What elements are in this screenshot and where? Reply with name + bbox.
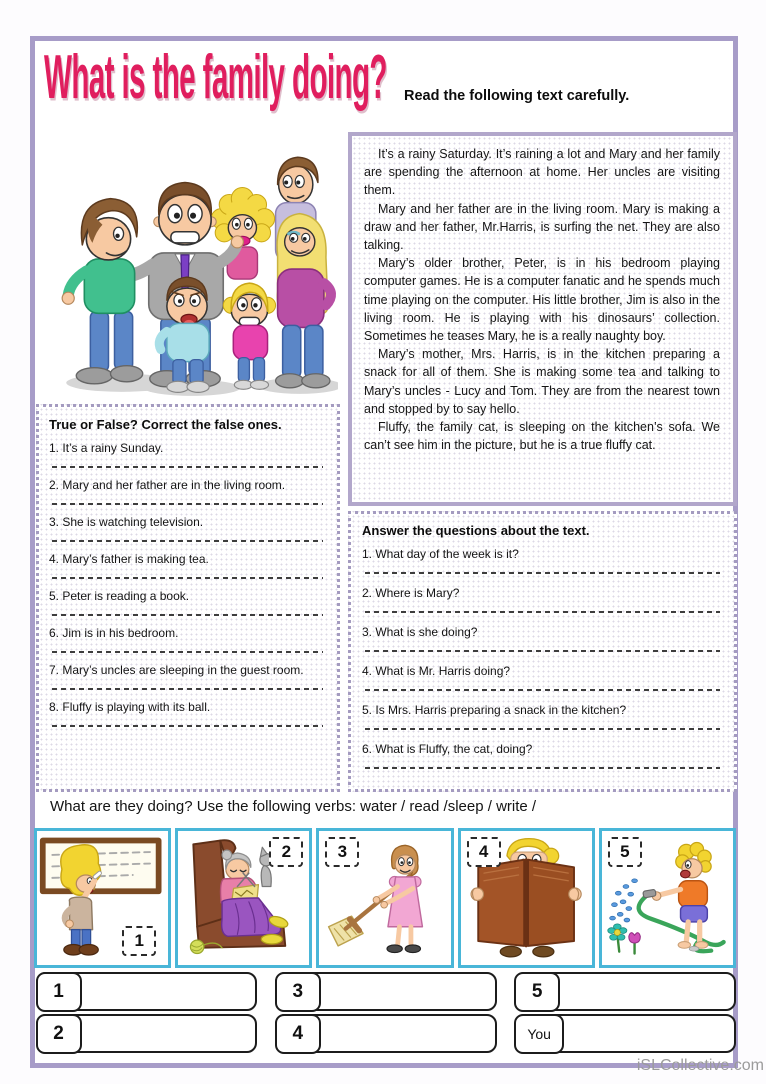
question-item: 2. Where is Mary? [362,584,723,613]
answer-line[interactable] [52,725,323,727]
questions-heading: Answer the questions about the text. [362,523,590,538]
answer-line[interactable] [365,728,720,730]
true-false-item: 7. Mary’s uncles are sleeping in the guest room. [49,661,328,690]
read-instruction: Read the following text carefully. [404,88,630,104]
answer-line[interactable] [52,503,323,505]
page-title: What is the family doing? [44,41,387,112]
answer-box-3[interactable] [275,972,496,1011]
true-false-heading: True or False? Correct the false ones. [49,417,282,432]
true-false-item: 8. Fluffy is playing with its ball. [49,698,328,727]
true-false-item: 5. Peter is reading a book. [49,587,328,616]
answer-box-label: 2 [36,1014,82,1054]
answer-line[interactable] [52,688,323,690]
true-false-item: 6. Jim is in his bedroom. [49,624,328,653]
panel-boy-watering [599,828,736,968]
question-item: 5. Is Mrs. Harris preparing a snack in the kitchen? [362,701,723,730]
question-item: 1. What day of the week is it? [362,545,723,574]
answer-boxes [36,972,736,1053]
true-false-item: 1. It’s a rainy Sunday. [49,439,328,468]
answer-line[interactable] [52,466,323,468]
true-false-item: 2. Mary and her father are in the living room. [49,476,328,505]
reading-paragraph: It’s a rainy Saturday. It’s raining a lot and Mary and her family are spending the afternoon at home. Her uncles are visiting them. [364,147,720,198]
answer-box-2[interactable] [36,1014,257,1053]
true-false-item: 4. Mary’s father is making tea. [49,550,328,579]
questions-section [348,511,737,792]
answer-box-label: 3 [275,972,321,1012]
reading-paragraph: Mary’s mother, Mrs. Harris, is in the kitchen preparing a snack for all of them. She is making some tea and talking to Mary’s uncles - Lucy and Tom. They are from the nearest town and stopped by to say hello. [364,347,720,416]
panel-number-badge: 2 [269,837,303,867]
answer-line[interactable] [52,651,323,653]
panel-boy-writing [34,828,171,968]
question-item: 3. What is she doing? [362,623,723,652]
answer-line[interactable] [52,577,323,579]
answer-box-1[interactable] [36,972,257,1011]
answer-box-label: 5 [514,972,560,1012]
answer-line[interactable] [365,611,720,613]
answer-box-label: 1 [36,972,82,1012]
answer-line[interactable] [365,572,720,574]
answer-line[interactable] [52,540,323,542]
family-illustration [36,124,338,402]
answer-box-label: 4 [275,1014,321,1054]
answer-line[interactable] [365,767,720,769]
true-false-section [36,404,340,792]
reading-paragraph: Mary and her father are in the living room. Mary is making a draw and her father, Mr.Harris, is surfing the net. They are also talking. [364,201,720,253]
answer-box-you[interactable] [515,1014,736,1053]
panel-number-badge: 4 [467,837,501,867]
panel-number-badge: 1 [122,926,156,956]
answer-line[interactable] [365,650,720,652]
panel-grandma-sleeping [175,828,312,968]
true-false-item: 3. She is watching television. [49,513,328,542]
reading-paragraph: Fluffy, the family cat, is sleeping on the kitchen’s sofa. We can’t see him in the picture, but he is a true fluffy cat. [364,420,720,453]
question-item: 6. What is Fluffy, the cat, doing? [362,740,723,769]
reading-text-box [348,132,737,506]
answer-line[interactable] [52,614,323,616]
watermark: iSLCollective.com [636,1057,764,1074]
answer-box-5[interactable] [515,972,736,1011]
answer-box-label: You [514,1014,564,1054]
answer-box-4[interactable] [275,1014,496,1053]
answer-line[interactable] [365,689,720,691]
activity-instruction: What are they doing? Use the following verbs: water / read /sleep / write / [50,798,537,815]
panel-number-badge: 5 [608,837,642,867]
picture-panels [34,828,736,968]
panel-boy-reading [458,828,595,968]
panel-number-badge: 3 [325,837,359,867]
reading-paragraph: Mary’s older brother, Peter, is in his bedroom playing computer games. He is a computer fanatic and he spends much time playing on the computer. His little brother, Jim is also in the living room. He is playing with his dinosaurs’ collection. Sometimes he teases Mary, he is a really naughty boy. [364,256,720,344]
panel-woman-sweeping [316,828,453,968]
question-item: 4. What is Mr. Harris doing? [362,662,723,691]
